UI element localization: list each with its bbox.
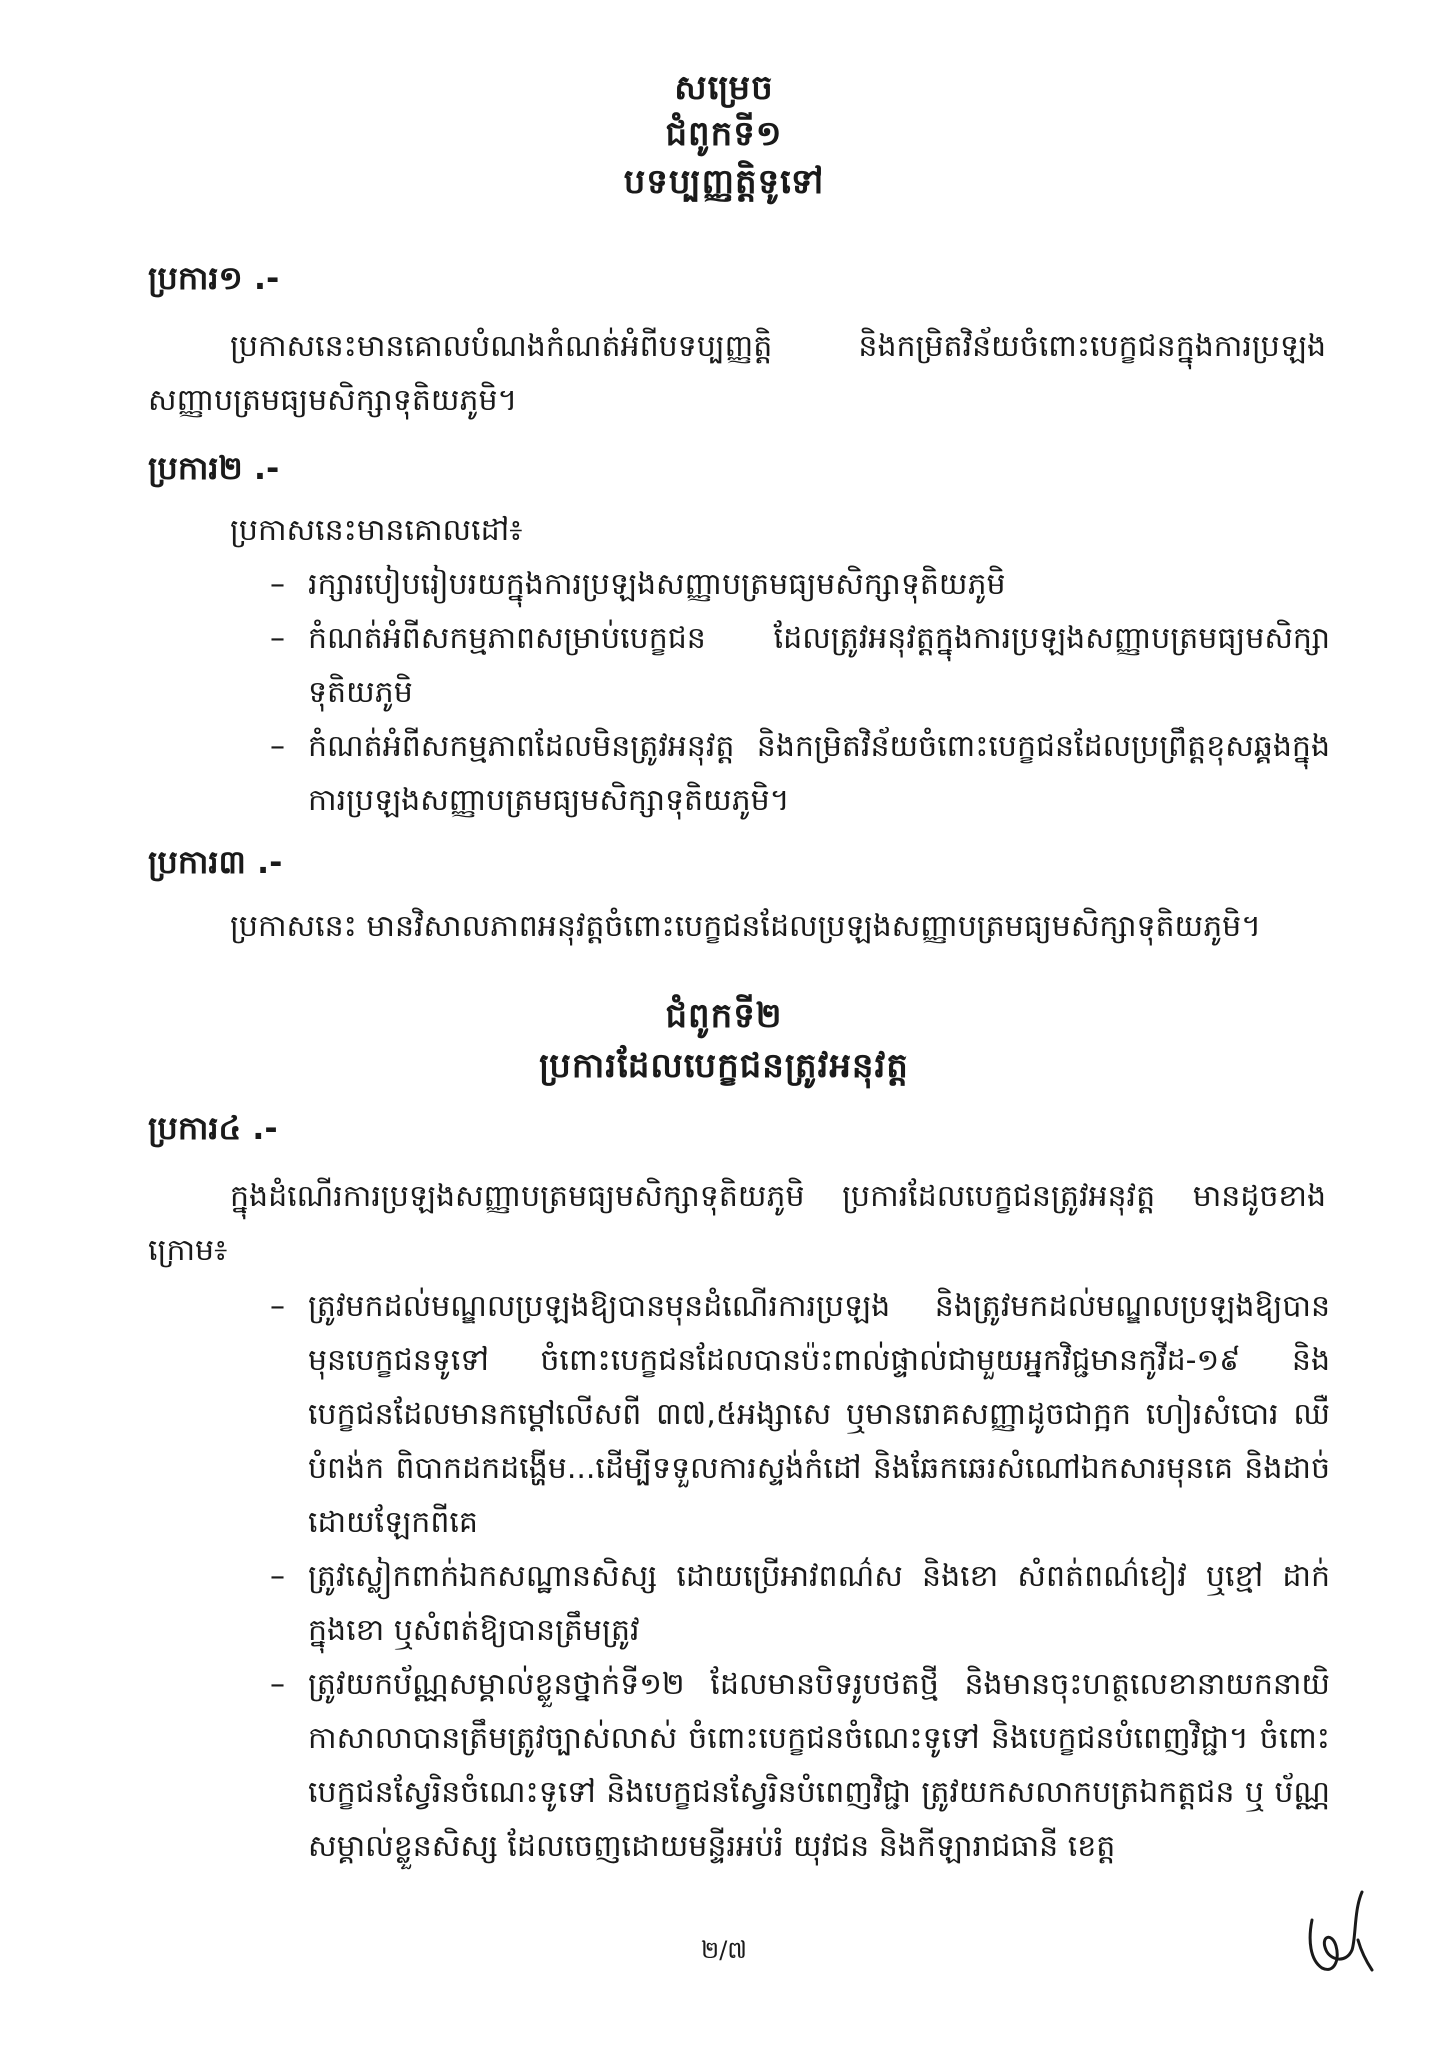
list-item [270, 720, 1330, 828]
bullet-dash: – [270, 621, 285, 656]
handwritten-initial [1300, 1880, 1380, 1980]
article-3-label: ប្រការ៣ .- [148, 843, 283, 881]
chapter-2-title: ប្រការដែលបេក្ខជនត្រូវអនុវត្ត [539, 1046, 909, 1086]
chapter-2-heading: ជំពូកទី២ [665, 996, 783, 1036]
list-item-text: កំណត់អំពីសកម្មភាពសម្រាប់បេក្ខជន ដែលត្រូវអនុវត្តក្នុងការប្រឡងសញ្ញាបត្រមធ្យមសិក្សាទុតិយភូមិ [308, 621, 1330, 710]
article-1-paragraph [148, 320, 1326, 428]
page-number: ២/៧ [701, 1936, 747, 1964]
bullet-dash: – [270, 567, 285, 602]
article-4-intro-text: ក្នុងដំណើរការប្រឡងសញ្ញាបត្រមធ្យមសិក្សាទុតិយភូមិ ប្រការដែលបេក្ខជនត្រូវអនុវត្ត មានដូចខាងក្រោម៖ [148, 1179, 1326, 1268]
article-2-intro-text: ប្រកាសនេះមានគោលដៅ៖ [230, 513, 523, 548]
list-item-text: ត្រូវស្លៀកពាក់ឯកសណ្ឋានសិស្ស ដោយប្រើអាវពណ៌ស និងខោ សំពត់ពណ៌ខៀវ ឬខ្មៅ ដាក់ក្នុងខោ ឬសំពត់ឱ្យបានត្រឹមត្រូវ [308, 1559, 1330, 1648]
list-item [270, 612, 1330, 720]
list-item [270, 1658, 1330, 1874]
article-4-intro [148, 1170, 1326, 1278]
article-3-text: ប្រកាសនេះ មានវិសាលភាពអនុវត្តចំពោះបេក្ខជនដែលប្រឡងសញ្ញាបត្រមធ្យមសិក្សាទុតិយភូមិ។ [230, 909, 1261, 944]
bullet-dash: – [270, 1289, 285, 1324]
list-item [270, 1550, 1330, 1658]
decision-heading: សម្រេច [674, 68, 774, 108]
bullet-dash: – [270, 1559, 285, 1594]
article-3-paragraph [148, 900, 1326, 954]
list-item-text: កំណត់អំពីសកម្មភាពដែលមិនត្រូវអនុវត្ត និងកម្រិតវិន័យចំពោះបេក្ខជនដែលប្រព្រឹត្តខុសឆ្គងក្នុងការប្រឡងសញ្ញាបត្រមធ្យមសិក្សាទុតិយភូមិ។ [308, 729, 1330, 818]
list-item [270, 558, 1330, 612]
bullet-dash: – [270, 1667, 285, 1702]
list-item-text: ត្រូវមកដល់មណ្ឌលប្រឡងឱ្យបានមុនដំណើរការប្រឡង និងត្រូវមកដល់មណ្ឌលប្រឡងឱ្យបានមុនបេក្ខជនទូទៅ ចំពោះបេក្ខជនដែលបានប៉ះពាល់ផ្ទាល់ជាមួយអ្នកវិជ្ជមានកូវីដ-១៩ និងបេក្ខជនដែលមានកម្ដៅលើសពី ៣៧,៥អង្សាសេ ឬមានរោគសញ្ញាដូចជាក្អក ហៀរសំបោរ ឈឺបំពង់ក ពិបាកដកដង្ហើម...ដើម្បីទទួលការស្ទង់កំដៅ និងឆែកឆេរសំណៅឯកសារមុនគេ និងដាច់ដោយឡែកពីគេ [308, 1289, 1330, 1540]
list-item-text: រក្សារបៀបរៀបរយក្នុងការប្រឡងសញ្ញាបត្រមធ្យមសិក្សាទុតិយភូមិ [308, 567, 1006, 602]
article-4-bullet-list [270, 1280, 1330, 1874]
article-4-label: ប្រការ៤ .- [148, 1109, 278, 1147]
article-2-intro [148, 504, 1326, 558]
article-1-label: ប្រការ១ .- [148, 259, 280, 297]
chapter-1-heading: ជំពូកទី១ [665, 114, 783, 154]
bullet-dash: – [270, 729, 285, 764]
article-2-label: ប្រការ២ .- [148, 449, 280, 487]
article-2-bullet-list [270, 558, 1330, 828]
chapter-1-title: បទប្បញ្ញត្តិទូទៅ [623, 162, 825, 202]
article-1-text: ប្រកាសនេះមានគោលបំណងកំណត់អំពីបទប្បញ្ញត្តិ និងកម្រិតវិន័យចំពោះបេក្ខជនក្នុងការប្រឡងសញ្ញាបត្រមធ្យមសិក្សាទុតិយភូមិ។ [148, 329, 1326, 418]
list-item-text: ត្រូវយកប័ណ្ណសម្គាល់ខ្លួនថ្នាក់ទី១២ ដែលមានបិទរូបថតថ្មី និងមានចុះហត្ថលេខានាយកនាយិកាសាលាបានត្រឹមត្រូវច្បាស់លាស់ ចំពោះបេក្ខជនចំណេះទូទៅ និងបេក្ខជនបំពេញវិជ្ជា។ ចំពោះបេក្ខជនស្វែរិនចំណេះទូទៅ និងបេក្ខជនស្វែរិនបំពេញវិជ្ជា ត្រូវយកសលាកបត្រឯកត្តជន ឬ ប័ណ្ណសម្គាល់ខ្លួនសិស្ស ដែលចេញដោយមន្ទីរអប់រំ យុវជន និងកីឡារាជធានី ខេត្ត [308, 1667, 1330, 1864]
list-item [270, 1280, 1330, 1550]
